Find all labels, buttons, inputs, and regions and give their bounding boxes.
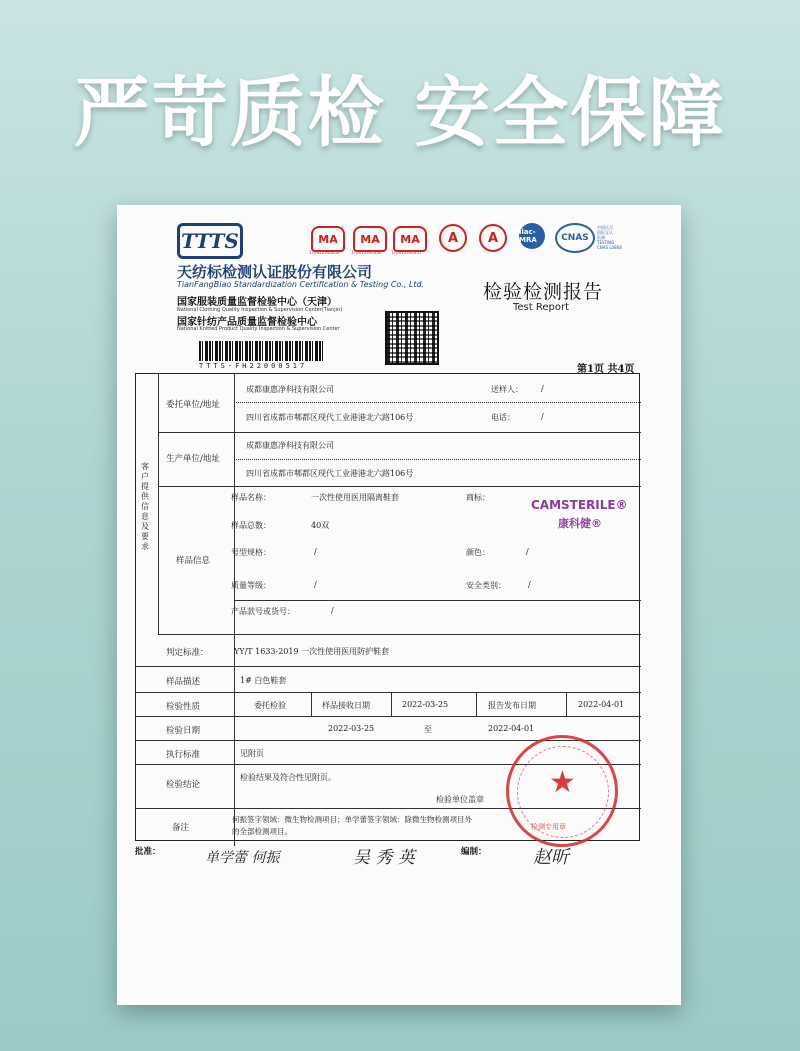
model-label: 号型规格：	[231, 548, 271, 557]
barcode-image	[199, 341, 323, 361]
test-date-label: 检验日期	[166, 726, 201, 736]
cnas-mark: CNAS	[555, 223, 595, 253]
company-name-cn: 天纺标检测认证股份有限公司	[177, 263, 373, 281]
product-no-value: /	[331, 606, 334, 615]
grade-value: /	[314, 580, 317, 589]
compile-signature: 赵昕	[533, 847, 569, 868]
trademark-label: 商标：	[466, 493, 490, 502]
ilac-mra-mark: ilac-MRA	[519, 223, 545, 249]
cal-mark-2: A	[479, 224, 507, 252]
remark-label: 备注	[172, 823, 190, 833]
cma-caption-1: 170012340456	[309, 250, 340, 255]
nature-value: 委托检验	[254, 701, 286, 710]
phone-value: /	[541, 412, 544, 421]
official-seal	[506, 735, 618, 847]
producer-address: 四川省成都市郫都区现代工业港港北六路106号	[246, 469, 414, 478]
conclusion-label: 检验结论	[166, 780, 201, 790]
producer-name: 成都康惠净科技有限公司	[246, 441, 334, 450]
qr-code-image	[385, 311, 439, 365]
test-date-to: 2022-04-01	[488, 724, 535, 733]
phone-label: 电话：	[491, 413, 515, 422]
brand-name-en: CAMSTERILE®	[531, 498, 628, 512]
standard-label: 判定标准：	[166, 648, 209, 658]
sample-name: 一次性使用医用隔离鞋套	[311, 493, 399, 502]
sender-value: /	[541, 384, 544, 393]
sample-info-label: 样品信息	[176, 556, 211, 566]
producer-label: 生产单位/地址	[166, 454, 220, 464]
compile-label: 编制：	[461, 847, 487, 857]
cma-mark-2: MA	[353, 226, 387, 252]
test-date-to-word: 至	[424, 725, 432, 734]
ttts-logo: TTTS	[177, 223, 243, 259]
desc-value: 1# 白色鞋套	[240, 676, 287, 685]
approve-signature: 单学蕾 何振	[205, 850, 280, 866]
cma-mark-3: MA	[393, 226, 427, 252]
desc-label: 样品描述	[166, 677, 201, 687]
report-title-cn: 检验检测报告	[483, 281, 604, 303]
remark-line-1: 何振签字领域：微生物检测项目；单学蕾签字领域：除微生物检测项目外	[232, 815, 472, 824]
page-number: 第1页 共4页	[577, 364, 635, 375]
sample-name-label: 样品名称：	[231, 493, 271, 502]
test-date-from: 2022-03-25	[328, 724, 375, 733]
cma-mark-1: MA	[311, 226, 345, 252]
conclusion-value: 检验结果及符合性见附页。	[240, 773, 336, 782]
color-label: 颜色：	[466, 548, 490, 557]
company-name-en: TianFangBiao Standardization Certification & Testing Co., Ltd.	[177, 280, 425, 289]
center2-name-cn: 国家针纺产品质量监督检验中心	[177, 317, 317, 328]
cnas-side-text: 中国认可 国际互认 检测 TESTING CNAS L0868	[597, 225, 622, 250]
client-name: 成都康惠净科技有限公司	[246, 385, 334, 394]
center1-name-en: National Clothing Quality Inspection & Supervision Center(Tianjin)	[177, 307, 343, 313]
issue-date: 2022-04-01	[578, 700, 625, 709]
report-title-en: Test Report	[513, 302, 570, 313]
seal-text: 检测专用章	[531, 823, 566, 831]
test-report-document	[117, 205, 681, 1005]
approve-label: 批准：	[135, 847, 161, 857]
color-value: /	[526, 547, 529, 556]
sender-label: 送样人：	[491, 385, 523, 394]
seal-star-icon: ★	[549, 765, 576, 800]
client-info-group-label: 客户提供信息及要求	[141, 462, 149, 551]
grade-label: 质量等级：	[231, 581, 271, 590]
receive-label: 样品接收日期	[322, 701, 370, 710]
exec-label: 执行标准	[166, 750, 201, 760]
center2-name-en: National Knitted Product Quality Inspection & Supervision Center	[177, 326, 340, 332]
client-label: 委托单位/地址	[166, 400, 220, 410]
cma-caption-3: 170012340457	[391, 250, 422, 255]
brand-name-cn: 康科健®	[558, 517, 602, 530]
barcode-number: TTTS-FH22000517	[199, 362, 308, 370]
issue-label: 报告发布日期	[488, 701, 536, 710]
standard-value: YY/T 1633-2019 一次性使用医用防护鞋套	[234, 647, 390, 656]
center1-name-cn: 国家服装质量监督检验中心（天津）	[177, 297, 337, 308]
seal-note: 检验单位盖章	[436, 795, 484, 804]
exec-value: 见附页	[240, 749, 264, 758]
product-no-label: 产品款号或货号：	[231, 607, 295, 616]
review-signature: 吴 秀 英	[353, 848, 415, 868]
safety-value: /	[528, 580, 531, 589]
model-value: /	[314, 547, 317, 556]
banner-title: 严苛质检 安全保障	[73, 68, 727, 157]
cal-mark-1: A	[439, 224, 467, 252]
safety-label: 安全类别：	[466, 581, 506, 590]
sample-count-label: 样品总数：	[231, 521, 271, 530]
remark-line-2: 的全部检测项目。	[232, 827, 292, 836]
receive-date: 2022-03-25	[402, 700, 449, 709]
client-address: 四川省成都市郫都区现代工业港港北六路106号	[246, 413, 414, 422]
nature-label: 检验性质	[166, 702, 201, 712]
sample-count: 40双	[311, 521, 330, 530]
cma-caption-2: 170012340456	[351, 250, 382, 255]
